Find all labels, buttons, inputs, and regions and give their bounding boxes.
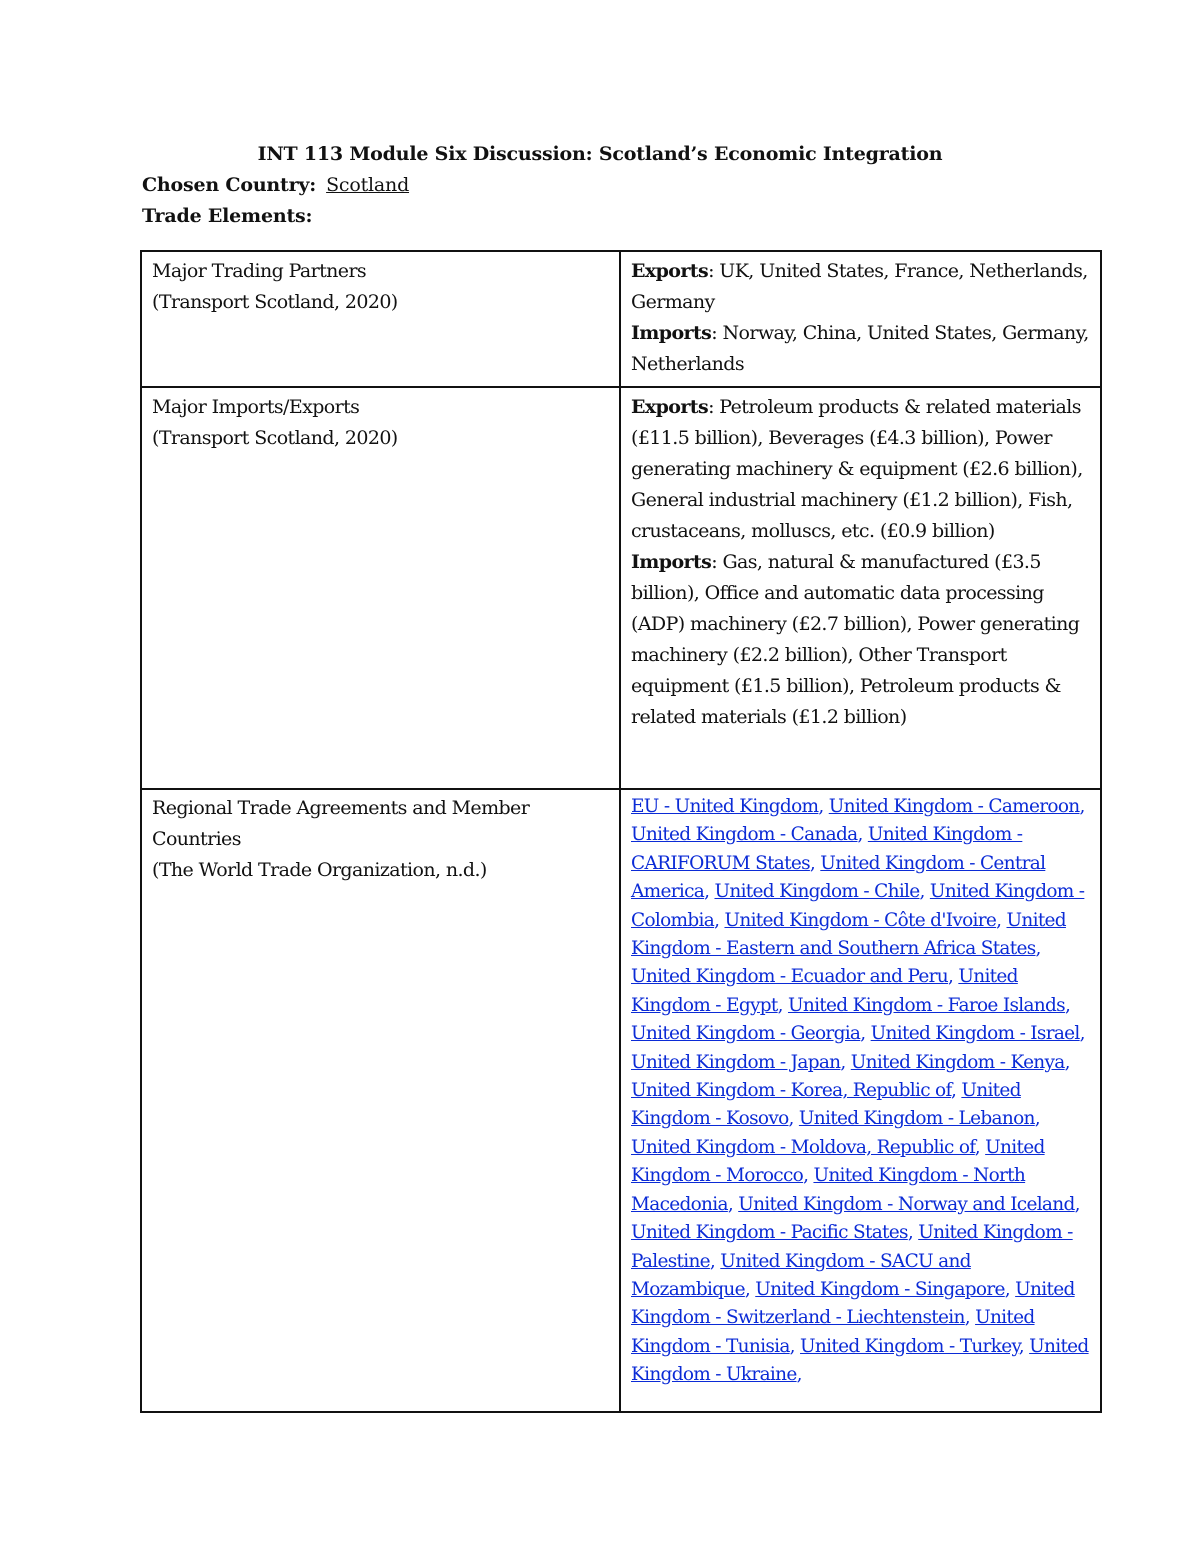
link-separator: , xyxy=(714,909,725,931)
agreement-link[interactable]: United Kingdom - Cameroon xyxy=(828,796,1080,817)
link-separator: , xyxy=(803,1165,814,1187)
agreement-link[interactable]: United Kingdom - Georgia xyxy=(631,1023,861,1045)
agreement-link[interactable]: United Kingdom - Ukraine xyxy=(631,1335,1089,1386)
agreement-link[interactable]: United Kingdom - SACU and Mozambique xyxy=(631,1250,971,1300)
link-separator: , xyxy=(727,1193,739,1215)
agreement-link[interactable]: EU - United Kingdom xyxy=(631,796,819,817)
agreement-link[interactable]: United Kingdom - Canada xyxy=(631,824,858,846)
agreement-link[interactable]: United Kingdom - Morocco xyxy=(631,1136,1045,1187)
agreement-link[interactable]: United Kingdom - Kenya xyxy=(850,1051,1065,1073)
link-separator: , xyxy=(818,796,829,817)
agreement-link[interactable]: United Kingdom - Côte d'Ivoire xyxy=(724,909,997,931)
chosen-country-label: Chosen Country: xyxy=(142,174,317,196)
link-separator: , xyxy=(704,881,715,903)
link-separator: , xyxy=(1074,1193,1080,1215)
agreement-link[interactable]: United Kingdom - Colombia xyxy=(631,881,1085,931)
agreement-link[interactable]: United Kingdom - Kosovo xyxy=(631,1080,1021,1130)
table-row-trading-partners xyxy=(141,251,1101,387)
link-separator: , xyxy=(907,1222,919,1244)
imports-text: : Gas, natural & manufactured (£3.5 billion), Office and automatic data processing (ADP) machinery (£2.7 billion), Power generating machinery (£2.2 billion), Other Transport equipment (£1.5 billion), Petroleum products & related materials (£1.2 billion) xyxy=(631,551,1080,728)
agreement-link[interactable]: United Kingdom - CARIFORUM States xyxy=(631,824,1023,874)
link-separator: , xyxy=(1018,1335,1030,1357)
imports-label: Imports xyxy=(631,322,712,344)
row-label-cell xyxy=(141,789,620,1412)
chosen-country-line xyxy=(142,174,409,196)
link-separator: , xyxy=(950,1080,962,1102)
link-separator: , xyxy=(919,881,930,903)
row-citation: (Transport Scotland, 2020) xyxy=(152,291,398,313)
document-title: INT 113 Module Six Discussion: Scotland’s Economic Integration xyxy=(257,143,943,165)
row-label-cell xyxy=(141,387,620,789)
link-separator: , xyxy=(777,994,788,1016)
chosen-country-value: Scotland xyxy=(326,174,410,196)
row-citation: (The World Trade Organization, n.d.) xyxy=(152,859,487,881)
exports-paragraph xyxy=(631,260,1088,313)
agreement-link[interactable]: United Kingdom - Egypt xyxy=(631,966,1018,1016)
imports-text: : Norway, China, United States, Germany, Netherlands xyxy=(631,322,1089,375)
agreement-link[interactable]: United Kingdom - Ecuador and Peru xyxy=(631,966,948,988)
link-separator: , xyxy=(857,824,868,846)
row-content-cell xyxy=(620,789,1101,1412)
agreement-link[interactable]: United Kingdom - Switzerland - Liechtenstein xyxy=(631,1278,1075,1329)
imports-paragraph xyxy=(631,322,1089,375)
link-separator: , xyxy=(974,1136,986,1158)
agreement-link[interactable]: United Kingdom - Moldova, Republic of xyxy=(631,1136,975,1158)
agreement-link[interactable]: United Kingdom - Israel xyxy=(870,1023,1080,1045)
trade-elements-table xyxy=(140,250,1102,1413)
trade-elements-heading: Trade Elements: xyxy=(142,205,313,227)
link-separator: , xyxy=(1064,994,1071,1016)
link-separator: , xyxy=(840,1051,851,1073)
agreement-link[interactable]: United Kingdom - Tunisia xyxy=(631,1307,1035,1357)
agreement-link[interactable]: United Kingdom - Lebanon xyxy=(798,1108,1035,1130)
link-separator: , xyxy=(1035,938,1041,960)
agreement-link[interactable]: United Kingdom - Norway and Iceland xyxy=(738,1193,1075,1215)
agreement-link[interactable]: United Kingdom - Japan xyxy=(631,1051,841,1073)
table-row-imports-exports xyxy=(141,387,1101,789)
row-citation: (Transport Scotland, 2020) xyxy=(152,427,398,449)
link-separator: , xyxy=(788,1108,799,1130)
link-separator: , xyxy=(1004,1278,1016,1300)
imports-paragraph xyxy=(631,551,1079,728)
link-separator: , xyxy=(860,1023,871,1045)
row-label: Regional Trade Agreements and Member Countries xyxy=(152,797,530,850)
row-content-cell xyxy=(620,387,1101,789)
agreement-link[interactable]: United Kingdom - Central America xyxy=(631,852,1046,903)
agreement-link[interactable]: United Kingdom - Singapore xyxy=(755,1278,1005,1300)
link-separator: , xyxy=(709,1250,721,1272)
exports-text: : UK, United States, France, Netherlands, Germany xyxy=(631,260,1088,313)
row-label: Major Imports/Exports xyxy=(152,396,360,418)
row-content-cell xyxy=(620,251,1101,387)
link-separator: , xyxy=(947,966,959,988)
exports-label: Exports xyxy=(631,260,709,282)
link-separator: , xyxy=(1079,796,1085,817)
agreement-link[interactable]: United Kingdom - North Macedonia xyxy=(631,1165,1026,1215)
imports-label: Imports xyxy=(631,551,712,573)
agreement-link[interactable]: United Kingdom - Chile xyxy=(714,881,920,903)
link-separator: , xyxy=(744,1278,756,1300)
exports-label: Exports xyxy=(631,396,709,418)
row-label: Major Trading Partners xyxy=(152,260,367,282)
link-separator: , xyxy=(964,1307,976,1329)
link-separator: , xyxy=(809,852,821,874)
link-separator: , xyxy=(789,1335,801,1357)
row-label-cell xyxy=(141,251,620,387)
link-separator: , xyxy=(1034,1108,1040,1130)
agreement-link[interactable]: United Kingdom - Palestine xyxy=(631,1222,1073,1272)
link-separator: , xyxy=(1064,1051,1070,1073)
table-row-trade-agreements xyxy=(141,789,1101,1412)
link-separator: , xyxy=(796,1364,802,1386)
link-separator: , xyxy=(996,909,1007,931)
agreement-link[interactable]: United Kingdom - Pacific States xyxy=(631,1222,908,1244)
agreement-link[interactable]: United Kingdom - Faroe Islands xyxy=(787,994,1065,1016)
agreement-links-list xyxy=(631,793,1091,1390)
agreement-link[interactable]: United Kingdom - Turkey xyxy=(800,1335,1019,1357)
agreement-link[interactable]: United Kingdom - Korea, Republic of xyxy=(631,1080,951,1102)
link-separator: , xyxy=(1079,1023,1085,1045)
exports-text: : Petroleum products & related materials (£11.5 billion), Beverages (£4.3 billion), Power generating machinery & equipment (£2.6 billion), General industrial machinery (£1.2 billion), Fish, crustaceans, molluscs, etc. (£0.9 billion) xyxy=(631,396,1083,542)
agreement-link[interactable]: United Kingdom - Eastern and Southern Africa States xyxy=(631,909,1066,960)
exports-paragraph xyxy=(631,396,1083,542)
